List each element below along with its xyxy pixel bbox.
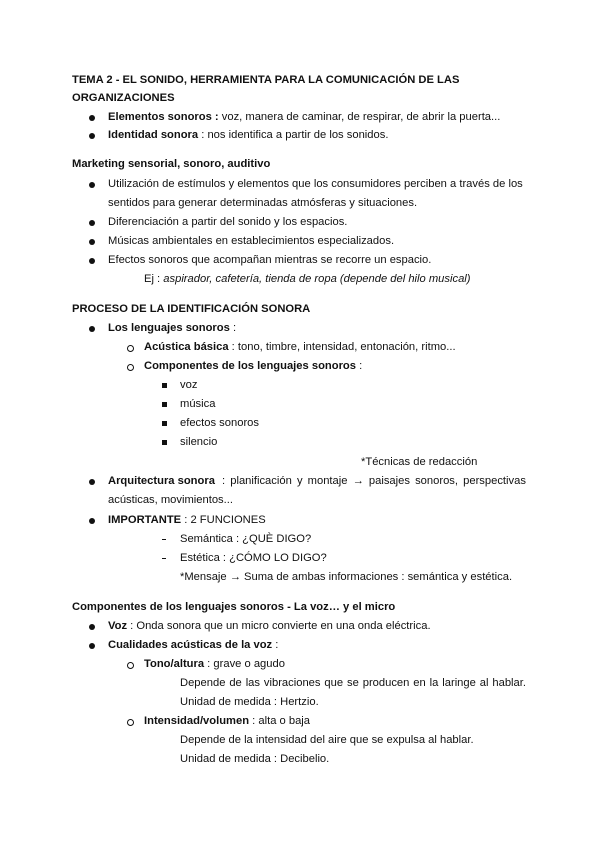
bullet-icon (89, 239, 95, 245)
tono-word: las (245, 677, 260, 689)
tono-word: vibraciones (263, 677, 321, 689)
arquitectura-word: perspectivas (463, 475, 526, 487)
list-item-lenguajes (108, 321, 236, 335)
list-item-intensidad (144, 714, 310, 728)
term: Tono/altura (144, 658, 205, 670)
intensidad-unit: Unidad de medida : Decibelio. (180, 753, 330, 765)
bullet-icon (89, 479, 95, 485)
square-bullet-icon (162, 440, 167, 445)
arquitectura-word: → (352, 475, 364, 487)
circle-bullet-icon (127, 719, 134, 726)
list-item-line: sentidos para generar determinadas atmósferas y situaciones. (108, 197, 418, 209)
tono-word: laringe (442, 677, 476, 689)
definition: : 2 FUNCIONES (181, 514, 266, 526)
term: Cualidades acústicas de la voz (108, 639, 273, 651)
section-heading-voz: Componentes de los lenguajes sonoros - La voz… y el micro (72, 601, 396, 613)
arquitectura-word: paisajes (368, 475, 410, 487)
list-item-elementos-sonoros (108, 110, 500, 124)
list-item: Diferenciación a partir del sonido y los espacios. (108, 216, 348, 228)
bullet-icon (89, 518, 95, 524)
term: Acústica básica (144, 341, 229, 353)
section-heading-marketing: Marketing sensorial, sonoro, auditivo (72, 158, 271, 170)
bullet-icon (89, 133, 95, 139)
tono-description (180, 676, 526, 690)
definition: voz, manera de caminar, de respirar, de abrir la puerta... (218, 111, 501, 123)
circle-bullet-icon (127, 662, 134, 669)
list-item-voz-def (108, 619, 431, 633)
definition: : (355, 360, 363, 372)
list-item-cualidades (108, 638, 278, 652)
intensidad-description: Depende de la intensidad del aire que se expulsa al hablar. (180, 734, 474, 746)
list-item-componentes (144, 359, 362, 373)
list-item: Músicas ambientales en establecimientos especializados. (108, 235, 395, 247)
tecnicas-note: *Técnicas de redacción (361, 456, 478, 468)
arquitectura-word: sonoros, (415, 475, 458, 487)
bullet-icon (89, 624, 95, 630)
definition: : (272, 639, 279, 651)
term: Voz (108, 620, 128, 632)
term: Intensidad/volumen (144, 715, 250, 727)
funcion-semantica: Semántica : ¿QUÈ DIGO? (180, 533, 312, 545)
list-item-importante (108, 513, 266, 527)
list-item-tono (144, 657, 285, 671)
example-line (144, 272, 471, 286)
tono-word: producen (362, 677, 410, 689)
definition: : Onda sonora que un micro convierte en una onda eléctrica. (127, 620, 431, 632)
term-arquitectura: Arquitectura sonora (108, 475, 215, 487)
tono-word: se (346, 677, 359, 689)
definition: : grave o agudo (204, 658, 285, 670)
bullet-icon (89, 258, 95, 264)
page-title-line-1: TEMA 2 - EL SONIDO, HERRAMIENTA PARA LA COMUNICACIÓN DE LAS (72, 74, 460, 86)
dash-bullet-icon (162, 558, 166, 559)
example-text: aspirador, cafetería, tienda de ropa (depende del hilo musical) (163, 273, 471, 285)
bullet-icon (89, 643, 95, 649)
bullet-icon (89, 326, 95, 332)
term: Identidad sonora (108, 129, 199, 141)
term: Elementos sonoros : (108, 111, 219, 123)
term: Componentes de los lenguajes sonoros (144, 360, 356, 372)
bullet-icon (89, 182, 95, 188)
tono-word: Depende (180, 677, 226, 689)
square-bullet-icon (162, 402, 167, 407)
term: IMPORTANTE (108, 514, 182, 526)
list-item-line: Utilización de estímulos y elementos que los consumidores perciben a través de los (108, 178, 523, 190)
tono-unit: Unidad de medida : Hertzio. (180, 696, 319, 708)
circle-bullet-icon (127, 345, 134, 352)
square-bullet-icon (162, 421, 167, 426)
tono-word: hablar. (492, 677, 526, 689)
list-item-efectos: efectos sonoros (180, 417, 259, 429)
bullet-icon (89, 220, 95, 226)
dash-bullet-icon (162, 539, 166, 540)
arquitectura-word: y (296, 475, 303, 487)
tono-word: que (324, 677, 344, 689)
arquitectura-word: montaje (307, 475, 348, 487)
definition: : nos identifica a partir de los sonidos. (198, 129, 389, 141)
funcion-estetica: Estética : ¿CÓMO LO DIGO? (180, 552, 327, 564)
list-item-silencio: silencio (180, 436, 218, 448)
example-prefix: Ej : (144, 273, 161, 285)
mensaje-note: *Mensaje → Suma de ambas informaciones : semántica y estética. (180, 571, 513, 583)
bullet-icon (89, 115, 95, 121)
list-item: Efectos sonoros que acompañan mientras se recorre un espacio. (108, 254, 432, 266)
circle-bullet-icon (127, 364, 134, 371)
tono-word: de (229, 677, 242, 689)
list-item-voz: voz (180, 379, 198, 391)
definition: : alta o baja (249, 715, 311, 727)
arquitectura-word: : (222, 475, 226, 487)
list-item-acustica (144, 340, 456, 354)
arquitectura-definition-line-2: acústicas, movimientos... (108, 494, 233, 506)
page-title-line-2: ORGANIZACIONES (72, 92, 175, 104)
list-item-musica: música (180, 398, 216, 410)
definition: : tono, timbre, intensidad, entonación, ritmo... (228, 341, 456, 353)
term: Los lenguajes sonoros (108, 322, 230, 334)
section-heading-proceso: PROCESO DE LA IDENTIFICACIÓN SONORA (72, 303, 311, 315)
tono-word: la (429, 677, 439, 689)
list-item-identidad-sonora (108, 128, 388, 142)
definition: : (229, 322, 237, 334)
tono-word: al (479, 677, 489, 689)
tono-word: en (413, 677, 426, 689)
arquitectura-definition-line (222, 474, 526, 488)
arquitectura-word: planificación (230, 475, 292, 487)
square-bullet-icon (162, 383, 167, 388)
